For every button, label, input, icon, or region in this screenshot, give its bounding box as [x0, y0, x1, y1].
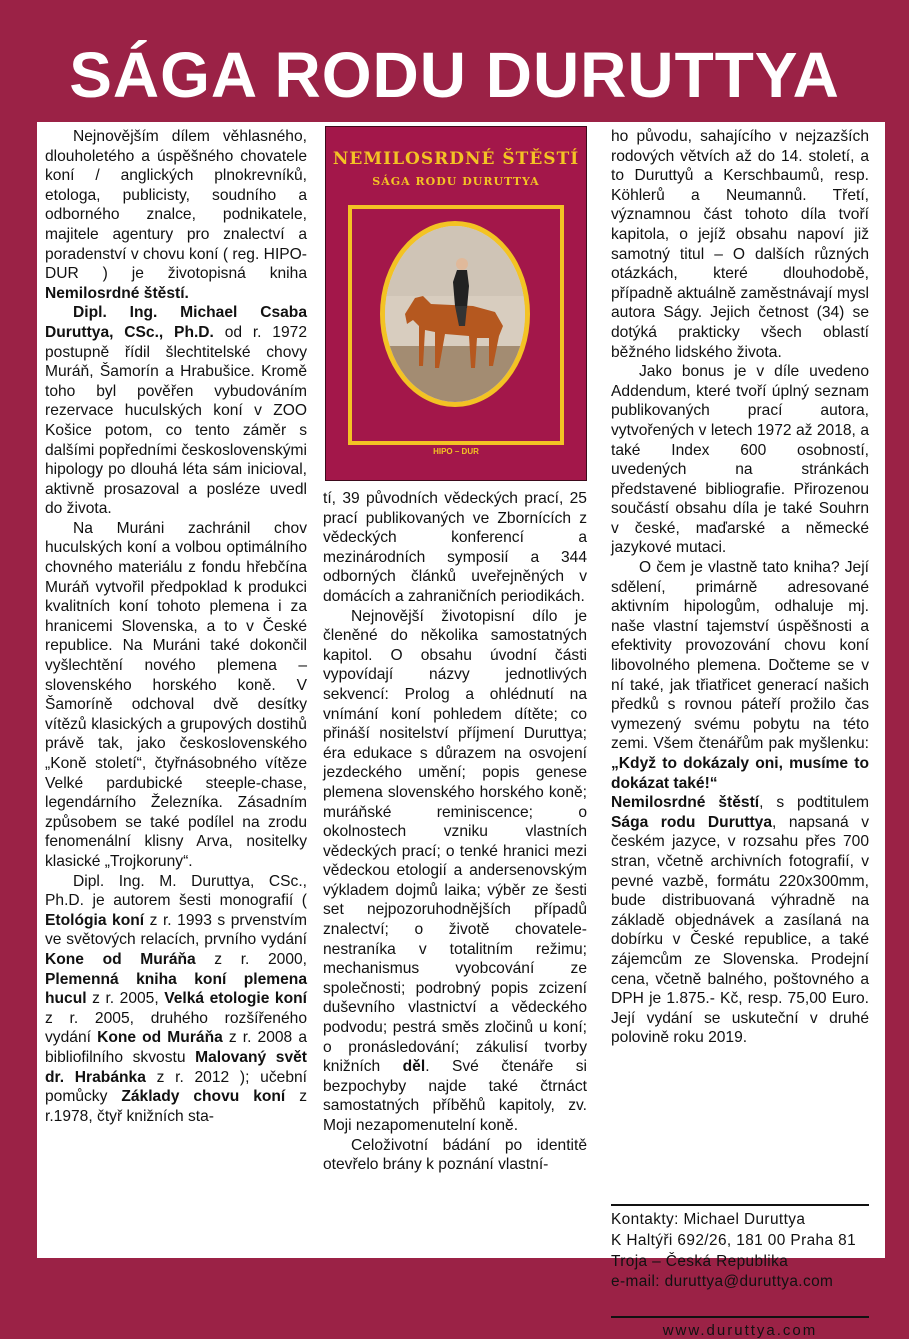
paragraph: Celoživotní bádání po identitě otevřelo brány k poznání vlastní- [323, 1136, 587, 1174]
book-title-text: Nemilosrdné štěstí [611, 794, 760, 812]
title-text: Základy chovu koní [121, 1088, 286, 1106]
text: , s podtitulem [759, 794, 869, 812]
paragraph [611, 793, 869, 1048]
title-text: Plemenná kniha koní plemena hucul [45, 970, 307, 1008]
text: z r.1978, čtyř knižních sta- [45, 1088, 307, 1125]
book-cover-title: NEMILOSRDNÉ ŠTĚSTÍ [332, 149, 580, 169]
title-text: Kone od Muráňa [45, 950, 196, 968]
title-text: Etológia koní [45, 911, 145, 929]
website-link[interactable]: www.duruttya.com [611, 1316, 869, 1339]
text: Nejnovějším dílem věhlasného, dlouholetého a úspěšného chovatele koní / anglických plnokrevníků, etologa, publicisty, soudního a odborného znalce, podnikatele, majitele agentury pro znalectví a poradenství v chovu koní ( reg. HIPO-DUR ) je životopisná kniha [45, 128, 307, 283]
text: z r. 2005, druhého rozšířeného vydání [45, 1009, 307, 1047]
book-subtitle-text: Sága rodu Duruttya [611, 813, 773, 831]
title-text: Velká etologie koní [164, 990, 307, 1008]
paragraph [45, 872, 307, 1127]
text: , napsaná v českém jazyce, v rozsahu přes 700 stran, včetně archivních fotografií, v pevné vazbě, formátu 220x300mm, bude distribuovaná výhradně na základě objednávek a zasílaná na dobírku v České republice, a také zájemcům ze Slovenska. Prodejní cena, včetně balného, poštovného a DPH je 1.875.- Kč, resp. 75,00 Euro. Její vydání se uskuteční v druhé polovině roku 2019. [611, 813, 869, 1047]
text: z r. 2012 ); učební pomůcky [45, 1068, 307, 1106]
paragraph [611, 558, 869, 793]
text: z r. 2000, [195, 950, 307, 968]
bold-text: děl [402, 1058, 426, 1076]
paragraph: Na Muráni zachránil chov huculských koní a volbou optimálního chovného materiálu z fondu hřebčína Muráň vytvořil předpoklad k produkci kvalitních koní tohoto plemena i za hranicemi Slovenska, a to v České republice. Na Muráni také dokončil vyšlechtění nového plemena – slovenského horského koně. V Šamoríně odchoval dvě desítky vítězů klasických a grupových dostihů právě tak, jako československého „Koně století“, čtyřnásobného vítěze Velké pardubické steeple-chase, legendárního Železníka. Zásadním způsobem se také podílel na zrodu fenomenální klisny Arva, nositelky klasické „Trojkoruny“. [45, 519, 307, 870]
quote-text: „Když to dokázaly oni, musíme to dokázat také!“ [611, 755, 869, 792]
title-text: Malovaný svět dr. Hrabánka [45, 1048, 307, 1086]
paragraph: ho původu, sahajícího v nejzazších rodových větvích až do 14. století, a to Duruttyů a Kerschbaumů, resp. Köhlerů a Neumannů. Třetí, významnou část tohoto díla tvoří kapitola, o jejíž obsahu napoví již samotný titul – O dalších různých otázkách, které dlouhodobě, případně aktuálně zaměstnávají mysl autora Ságy. Jejich četnost (34) se dotýká prakticky všech oblastí běžného lidského života. [611, 128, 869, 361]
book-cover-image [325, 126, 587, 481]
text: od r. 1972 postupně řídil šlechtitelské chovy Muráň, Šamorín a Hrabušice. Kromě toho byl pověřen vybudováním rezervace huculských koní v ZOO Košice potom, co tento záměr s dalšími popředními československými hipology po dlouhá léta sám inicioval, aktivně prosazoval a posléze uvedl do života. [45, 323, 307, 518]
book-cover-subtitle: SÁGA RODU DURUTTYA [372, 175, 540, 188]
text: z r. 2008 a bibliofilního skvostu [45, 1029, 308, 1066]
paragraph: Jako bonus je v díle uvedeno Addendum, které tvoří úplný seznam publikovaných prací autora, vytvořených v letech 1972 až 2018, a také Index 600 osobností, uvedených na stránkách představené bibliografie. Přirozenou součástí obsahu díla je také Souhrn v české, maďarské a německé jazykové mutaci. [611, 363, 869, 557]
paragraph [45, 127, 307, 303]
paragraph [323, 607, 587, 1136]
title-text: Kone od Muráňa [97, 1029, 223, 1047]
page-headline: SÁGA RODU DURUTTYA [69, 39, 840, 111]
contact-block [611, 1204, 869, 1293]
contact-line: Kontakty: Michael Duruttya [611, 1211, 806, 1228]
text: Nejnovější životopisní dílo je členěné do několika samostatných kapitol. O obsahu úvodní části vypovídají názvy jednotlivých sekvencí: Prolog a ohlédnutí na vnímání koní pohledem dítěte; co přináší nositelství příjmení Duruttya; éra edukace s důrazem na osvojení jezdeckého umění; popis genese plemena slovenského horského koně; muráňské reminiscence; o okolnostech vzniku vlastních vědeckých prací; o tenké hranici mezi vědeckou etologií a andersenovským výkladem dojmů laika; výběr ze šesti set nejpozoruhodnějších případů znalectví; o životě chovatele-nestraníka v totalitním režimu; mechanismus vyobcování ze společnosti; podrobný popis zcizení duševního vlastnictví a vědeckého podvodu; pestrá směs zločinů u koní; o pronásledování; zákulisí tvorby knižních [323, 607, 587, 1076]
article-panel [37, 122, 885, 1339]
horse-icon [385, 226, 525, 402]
contact-email[interactable]: e-mail: duruttya@duruttya.com [611, 1273, 834, 1291]
text: z r. 1993 s prvenstvím ve světových relacích, prvního vydání [45, 911, 307, 949]
paragraph [45, 303, 307, 519]
column-2 [323, 489, 587, 1175]
text: . Své čtenáře si bezpochyby najde také čtrnáct samostatných příběhů kapitoly, zv. Moji nezapomenutelní koně. [323, 1058, 587, 1134]
text: z r. 2005, [86, 990, 165, 1008]
book-cover-logo: HIPO – DUR [433, 447, 479, 456]
horse-rider-photo [380, 221, 530, 407]
author-name: Dipl. Ing. Michael Csaba Duruttya, CSc., Ph.D. [45, 304, 307, 341]
text: O čem je vlastně tato kniha? Její sdělení, primárně adresované aktivním hipologům, odhaluje mj. naše vlastní tajemství úspěšnosti a efektivity provozování chovu koní libovolného plemena. Dočteme se v ní také, jak třiatřicet generací našich předků s rovnou páteří prožilo čas vymezený svému pobytu na této zemi. Všem čtenářům pak myšlenku: [611, 559, 869, 753]
paragraph: tí, 39 původních vědeckých prací, 25 prací publikovaných ve Zbornících z vědeckých konferencí a mezinárodních symposií a 344 odborných článků uveřejněných v domácích a zahraničních periodikách. [323, 490, 587, 605]
column-1 [45, 127, 307, 1126]
column-3 [611, 127, 869, 1048]
contact-line: K Haltýři 692/26, 181 00 Praha 81 [611, 1231, 857, 1249]
contact-line: Troja – Česká Republika [611, 1252, 789, 1270]
book-title-text: Nemilosrdné štěstí. [45, 284, 189, 302]
text: Dipl. Ing. M. Duruttya, CSc., Ph.D. je autorem šesti monografií ( [45, 872, 307, 910]
